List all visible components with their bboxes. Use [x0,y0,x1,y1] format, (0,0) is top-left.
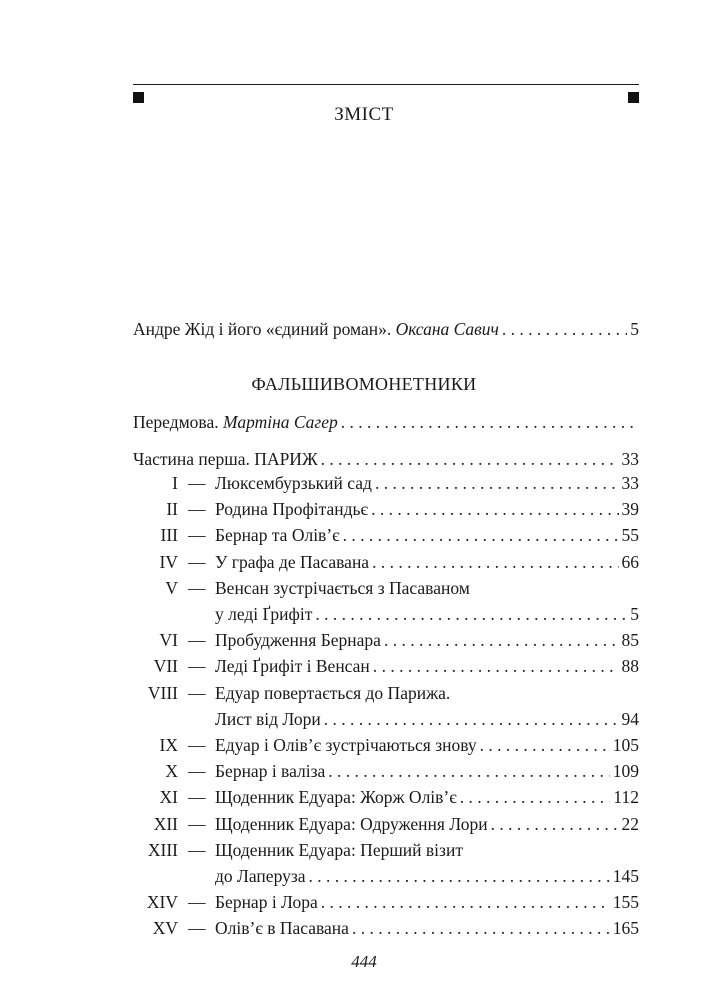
chapter-dash: — [188,656,206,677]
toc-entry-intro [133,317,639,341]
chapter-dash: — [188,551,206,572]
chapter-number: X [165,761,178,782]
chapter-number: III [160,525,178,546]
chapter-dash: — [188,839,206,860]
chapter-page: 165 [612,918,639,939]
chapter-page: 39 [621,499,639,520]
chapter-dash: — [188,761,206,782]
chapter-page: 155 [612,892,639,913]
chapter-title-continued: у леді Ґрифіт [215,604,313,624]
chapter-title: Венсан зустрічається з Пасаваном [215,577,470,598]
intro-page: 5 [630,319,639,339]
toc-entry-chapter [215,785,639,809]
toc-entry-part-one [133,447,639,471]
part-text: Частина перша. ПАРИЖ [133,449,318,469]
chapter-page: 145 [612,866,639,886]
toc-entry-chapter [215,916,639,940]
chapter-title: Леді Ґрифіт і Венсан [215,656,370,677]
chapter-dash: — [188,892,206,913]
chapter-dash: — [188,577,206,598]
chapter-title: Щоденник Едуара: Перший візит [215,839,463,860]
toc-entry-chapter [215,864,639,888]
chapter-number: VI [159,630,178,651]
toc-entry-chapter [215,602,639,626]
foreword-author: Мартіна Сагер [222,412,338,432]
chapter-title: Родина Профітандьє [215,499,369,520]
chapter-dash: — [188,735,206,755]
chapter-page: 5 [630,604,639,624]
chapter-number: I [172,473,178,493]
chapter-page: 94 [621,708,639,729]
chapter-title-continued: до Лаперуза [215,866,306,886]
chapter-number: XIV [146,892,178,913]
left-square-ornament [133,92,144,103]
chapter-number: XII [153,813,178,834]
toc-entry-chapter [215,628,639,652]
chapter-title: У графа де Пасавана [215,551,370,572]
chapter-page: 109 [612,761,639,782]
chapter-page: 85 [621,630,639,651]
toc-entry-chapter [215,890,639,914]
chapter-title-continued: Лист від Лори [215,708,321,729]
chapter-title: Бернар і валіза [215,761,326,782]
chapter-title-line1 [215,681,639,705]
chapter-number: VII [153,656,178,677]
intro-author: Оксана Савич [395,319,499,339]
toc-entry-chapter [215,707,639,731]
chapter-dash: — [188,473,206,493]
intro-text: Андре Жід і його «єдиний роман». [133,319,396,339]
toc-entry-chapter [215,654,639,678]
chapter-number: II [166,499,178,520]
toc-entry-chapter [215,523,639,547]
right-square-ornament [628,92,639,103]
toc-entry-chapter [215,497,639,521]
top-rule [133,84,639,85]
chapter-dash: — [188,630,206,651]
chapter-number: IV [159,551,178,572]
chapter-dash: — [188,499,206,520]
chapter-title: Люксембурзький сад [215,473,372,493]
chapter-title: Щоденник Едуара: Жорж Олів’є [215,787,457,808]
chapter-title: Бернар та Олів’є [215,525,340,546]
chapter-dash: — [188,813,206,834]
chapter-page: 112 [613,787,639,808]
contents-heading: ЗМІСТ [334,104,394,125]
chapter-page: 105 [612,735,639,755]
toc-entry-chapter [215,733,639,757]
chapter-page: 66 [621,551,639,572]
chapter-page: 33 [621,473,639,493]
chapter-number: VIII [147,682,178,703]
chapter-title-line1 [215,576,639,600]
chapter-number: V [165,577,178,598]
toc-entry-foreword [133,410,639,434]
chapter-dash: — [188,525,206,546]
chapter-title: Едуар повертається до Парижа. [215,682,451,703]
toc-entry-chapter [215,471,639,495]
chapter-title: Щоденник Едуара: Одруження Лори [215,813,488,834]
page-number: 444 [351,952,377,971]
chapter-title: Бернар і Лора [215,892,318,913]
toc-entry-chapter [215,812,639,836]
chapter-number: IX [159,735,178,755]
part-page: 33 [621,449,639,469]
chapter-dash: — [188,918,206,939]
chapter-title: Едуар і Олів’є зустрічаються знову [215,735,477,755]
chapter-dash: — [188,787,206,808]
chapter-number: XIII [147,839,178,860]
chapter-page: 22 [621,813,639,834]
chapter-number: XV [152,918,178,939]
toc-entry-chapter [215,759,639,783]
foreword-text: Передмова. [133,412,223,432]
chapter-title: Пробудження Бернара [215,630,381,651]
chapter-page: 55 [621,525,639,546]
section-title: ФАЛЬШИВОМОНЕТНИКИ [251,374,477,394]
chapter-title: Олів’є в Пасавана [215,918,349,939]
chapter-dash: — [188,682,206,703]
chapter-number: XI [159,787,178,808]
chapter-title-line1 [215,838,639,862]
toc-entry-chapter [215,550,639,574]
chapter-page: 88 [621,656,639,677]
